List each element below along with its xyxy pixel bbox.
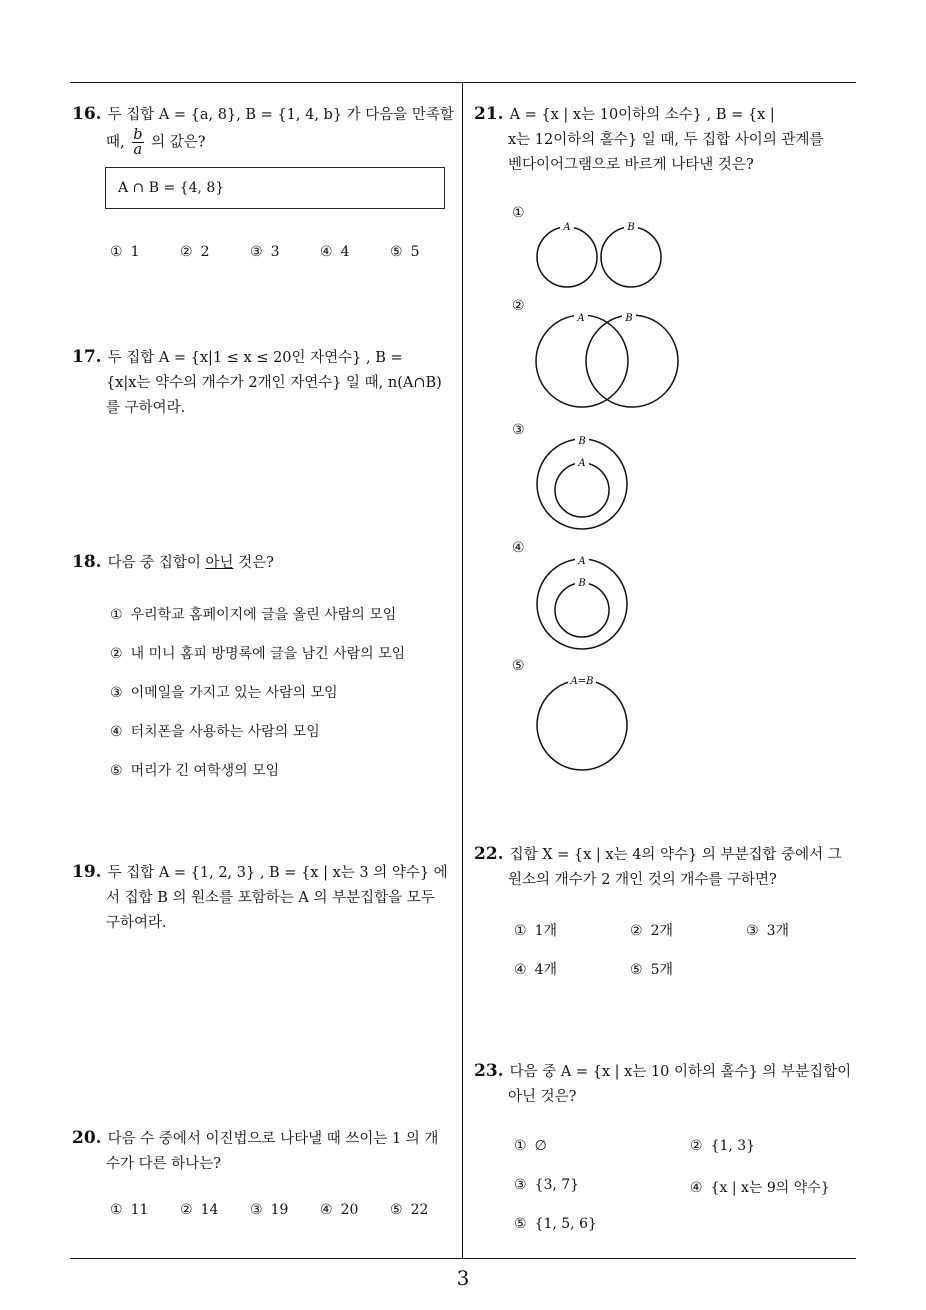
underlined-word: 아닌	[205, 555, 234, 571]
question-text: 다음 중 A = {x | x는 10 이하의 홀수} 의 부분집합이	[509, 1064, 852, 1080]
question-text: A = {x | x는 10이하의 소수} , B = {x |	[509, 107, 775, 123]
choice-2[interactable]: ② 14	[180, 1202, 219, 1218]
question-text: 벤다이어그램으로 바르게 나타낸 것은?	[508, 157, 754, 173]
set-a-circle	[537, 227, 597, 287]
choice-2[interactable]: ②	[512, 298, 525, 314]
set-label: A	[578, 556, 586, 567]
venn-diagram-4	[530, 552, 640, 652]
choice-3[interactable]: ③ {3, 7}	[514, 1177, 580, 1193]
set-label: A=B	[570, 676, 594, 687]
question-text: 원소의 개수가 2 개인 것의 개수를 구하면?	[508, 872, 777, 888]
question-text: x는 12이하의 홀수} 일 때, 두 집합 사이의 관계를	[508, 132, 824, 148]
question-text: 다음 중 집합이	[107, 555, 201, 571]
question-number: 21.	[474, 104, 504, 124]
choice-2[interactable]: ② 내 미니 홈피 방명록에 글을 남긴 사람의 모임	[110, 646, 406, 662]
set-b-circle	[537, 439, 627, 529]
set-label: A	[578, 458, 586, 469]
choice-1[interactable]: ① 우리학교 홈페이지에 글을 올린 사람의 모임	[110, 607, 397, 623]
choice-2[interactable]: ② {1, 3}	[690, 1138, 756, 1154]
set-label: B	[578, 436, 586, 447]
question-number: 23.	[474, 1061, 504, 1081]
choice-4[interactable]: ④ 4개	[514, 962, 557, 978]
choice-4[interactable]: ④ {x | x는 9의 약수}	[690, 1180, 830, 1196]
question-text: {x|x는 약수의 개수가 2개인 자연수} 일 때, n(A∩B)	[106, 375, 442, 391]
question-number: 16.	[72, 104, 102, 124]
set-b-circle	[601, 227, 661, 287]
question-19	[72, 860, 457, 936]
fraction-numerator: b	[133, 127, 143, 143]
question-text: 두 집합 A = {a, 8}, B = {1, 4, b} 가 다음을 만족할	[107, 107, 454, 123]
question-16	[72, 102, 457, 157]
question-18	[72, 550, 457, 576]
bottom-rule	[70, 1258, 856, 1259]
question-22	[474, 842, 859, 893]
set-b-circle	[555, 583, 609, 637]
choice-2[interactable]: ② 2개	[630, 923, 673, 939]
top-rule	[70, 82, 856, 83]
choice-4[interactable]: ④ 터치폰을 사용하는 사람의 모임	[110, 724, 320, 740]
column-divider	[462, 82, 463, 1258]
choice-3[interactable]: ③ 19	[250, 1202, 289, 1218]
question-number: 22.	[474, 844, 504, 864]
choice-4[interactable]: ④	[512, 540, 525, 556]
choice-2[interactable]: ② 2	[180, 244, 210, 260]
question-21	[474, 102, 859, 178]
question-number: 19.	[72, 862, 102, 882]
question-text: 아닌 것은?	[508, 1089, 577, 1105]
question-number: 18.	[72, 552, 102, 572]
question-text: 구하여라.	[106, 915, 167, 931]
condition-box: A ∩ B = {4, 8}	[105, 167, 445, 209]
question-text: 수가 다른 하나는?	[106, 1156, 222, 1172]
choice-3[interactable]: ③ 이메일을 가지고 있는 사람의 모임	[110, 685, 338, 701]
choice-4[interactable]: ④ 20	[320, 1202, 359, 1218]
set-label: B	[627, 222, 635, 233]
choice-5[interactable]: ⑤ 머리가 긴 여학생의 모임	[110, 763, 280, 779]
fraction-denominator: a	[133, 142, 143, 158]
choice-5[interactable]: ⑤	[512, 658, 525, 674]
set-label: A	[577, 313, 585, 324]
choice-5[interactable]: ⑤ 22	[390, 1202, 429, 1218]
choice-1[interactable]: ① ∅	[514, 1138, 547, 1154]
venn-diagram-5	[530, 670, 640, 775]
question-text: 를 구하여라.	[106, 400, 186, 416]
page-number: 3	[456, 1266, 470, 1290]
set-b-circle	[586, 315, 678, 407]
question-text: 두 집합 A = {1, 2, 3} , B = {x | x는 3 의 약수} 에	[107, 865, 448, 881]
choice-1[interactable]: ①	[512, 205, 525, 221]
question-text: 다음 수 중에서 이진법으로 나타낼 때 쓰이는 1 의 개	[107, 1131, 439, 1147]
set-label: B	[578, 578, 586, 589]
question-text: 서 집합 B 의 원소를 포함하는 A 의 부분집합을 모두	[106, 890, 435, 906]
choice-5[interactable]: ⑤ 5개	[630, 962, 673, 978]
set-a-circle	[537, 559, 627, 649]
choice-1[interactable]: ① 1개	[514, 923, 557, 939]
set-label: A	[563, 222, 571, 233]
choice-3[interactable]: ③ 3개	[746, 923, 789, 939]
question-text: 때,	[106, 134, 125, 151]
choice-3[interactable]: ③	[512, 422, 525, 438]
question-text: 의 값은?	[151, 134, 206, 151]
choice-4[interactable]: ④ 4	[320, 244, 350, 260]
question-17	[72, 345, 457, 421]
question-23	[474, 1059, 859, 1110]
question-number: 20.	[72, 1128, 102, 1148]
question-text: 집합 X = {x | x는 4의 약수} 의 부분집합 중에서 그	[509, 847, 842, 863]
choice-5[interactable]: ⑤ {1, 5, 6}	[514, 1216, 597, 1232]
question-20	[72, 1126, 457, 1177]
choice-1[interactable]: ① 11	[110, 1202, 149, 1218]
question-number: 17.	[72, 347, 102, 367]
choice-1[interactable]: ① 1	[110, 244, 140, 260]
fraction	[132, 128, 143, 157]
set-label: B	[625, 313, 633, 324]
venn-diagram-3	[530, 432, 640, 532]
choice-3[interactable]: ③ 3	[250, 244, 280, 260]
venn-diagram-2	[530, 305, 700, 415]
question-text: 것은?	[238, 555, 274, 571]
set-ab-circle	[537, 680, 627, 770]
question-text: 두 집합 A = {x|1 ≤ x ≤ 20인 자연수} , B =	[107, 350, 403, 366]
set-a-circle	[555, 463, 609, 517]
set-a-circle	[536, 315, 628, 407]
venn-diagram-1	[530, 215, 670, 295]
choice-5[interactable]: ⑤ 5	[390, 244, 420, 260]
